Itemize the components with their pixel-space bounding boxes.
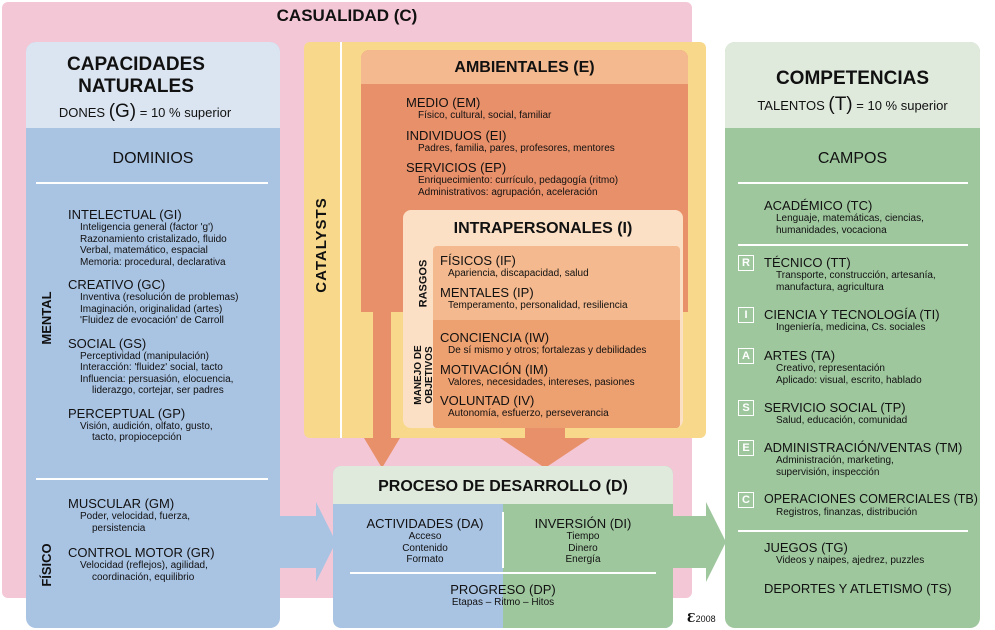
- field-detail: Salud, educación, comunidad: [776, 415, 908, 426]
- development-divider: [502, 512, 504, 568]
- field-detail: Creativo, representación: [776, 363, 885, 374]
- progress-block: [333, 582, 673, 609]
- goal-awareness: [440, 330, 680, 357]
- physical-divider: [36, 478, 268, 480]
- env-detail: Padres, familia, pares, profesores, mentores: [418, 142, 615, 154]
- environmental-list: [406, 95, 686, 198]
- progress-detail: Etapas – Ritmo – Hitos: [451, 597, 555, 608]
- riasec-letter-a: A: [738, 348, 754, 364]
- goals-label-line2: OBJETIVOS: [424, 346, 435, 404]
- goals-label-line1: MANEJO DE: [413, 345, 424, 405]
- riasec-letter-r: R: [738, 255, 754, 271]
- domain-muscular: [68, 496, 280, 534]
- domain-perceptual: [68, 406, 280, 444]
- domain-detail: coordinación, equilibrio: [92, 571, 195, 583]
- domain-detail: Inventiva (resolución de problemas): [80, 292, 239, 303]
- field-games: [764, 540, 976, 567]
- field-business-ops: [764, 492, 978, 519]
- goal-detail: Valores, necesidades, intereses, pasiones: [448, 376, 635, 388]
- env-services: [406, 160, 686, 198]
- domain-detail: liderazgo, cortejar, ser padres: [92, 385, 224, 396]
- field-administration: [764, 440, 976, 478]
- field-title: TÉCNICO (TT): [764, 255, 851, 270]
- goal-detail: Autonomía, esfuerzo, perseverancia: [448, 408, 609, 419]
- competencies-title: COMPETENCIAS: [775, 68, 930, 89]
- gifts-suffix: = 10 % superior: [139, 105, 232, 120]
- activities-detail: Contenido: [402, 542, 448, 554]
- field-social-service: [764, 400, 976, 427]
- domain-detail: Memoria: procedural, declarativa: [80, 256, 226, 268]
- development-to-talents-arrow: [670, 502, 726, 582]
- natural-title-line1: CAPACIDADES: [67, 54, 205, 75]
- goal-title: MOTIVACIÓN (IM): [440, 361, 549, 377]
- domains-title: DOMINIOS: [112, 150, 194, 167]
- goal-detail: De sí mismo y otros; fortalezas y debilidades: [448, 345, 647, 356]
- field-detail: Aplicado: visual, escrito, hablado: [776, 374, 922, 386]
- goal-motivation: [440, 362, 680, 389]
- field-technical: [764, 255, 976, 293]
- intrapersonal-down-arrow: [500, 428, 590, 468]
- env-title: MEDIO (EM): [406, 95, 481, 110]
- investment-title: INVERSIÓN (DI): [534, 516, 632, 531]
- domain-detail: Interacción: 'fluidez' social, tacto: [80, 362, 223, 373]
- natural-title-line2: NATURALES: [78, 76, 194, 97]
- env-title: INDIVIDUOS (EI): [406, 127, 507, 143]
- trait-mental: [440, 285, 680, 312]
- riasec-letter-c: C: [738, 492, 754, 508]
- catalysts-label: CATALYSTS: [313, 197, 330, 293]
- trait-physical: [440, 253, 680, 280]
- gifts-prefix: DONES: [58, 105, 106, 120]
- field-detail: Videos y naipes, ajedrez, puzzles: [776, 555, 925, 566]
- physical-label: FÍSICO: [39, 543, 54, 587]
- env-detail: Administrativos: agrupación, aceleración: [418, 186, 598, 198]
- games-divider: [738, 530, 968, 532]
- domain-detail: Razonamiento cristalizado, fluido: [80, 233, 227, 245]
- talents-letter: (T): [828, 94, 853, 115]
- investment-block: [508, 516, 658, 566]
- field-detail: Ingeniería, medicina, Cs. sociales: [776, 322, 926, 333]
- talents-line: [725, 94, 980, 117]
- activities-detail: Acceso: [408, 531, 442, 542]
- field-detail: supervisión, inspección: [776, 466, 880, 478]
- field-detail: Administración, marketing,: [776, 455, 894, 466]
- environmental-down-arrow: [364, 312, 400, 468]
- domain-detail: Perceptividad (manipulación): [80, 350, 209, 362]
- activities-block: [350, 516, 500, 566]
- domain-detail: Verbal, matemático, espacial: [80, 245, 208, 256]
- domain-title: CREATIVO (GC): [68, 277, 166, 292]
- field-title: SERVICIO SOCIAL (TP): [764, 400, 906, 415]
- catalysts-divider: [340, 42, 342, 438]
- domain-intellectual: [68, 207, 280, 268]
- riasec-letter-e: E: [738, 440, 754, 456]
- intrapersonal-title: INTRAPERSONALES (I): [453, 220, 633, 237]
- field-title: ADMINISTRACIÓN/VENTAS (TM): [764, 440, 963, 455]
- field-title: CIENCIA Y TECNOLOGÍA (TI): [764, 307, 940, 322]
- domain-detail: Velocidad (reflejos), agilidad,: [80, 560, 208, 571]
- field-detail: Transporte, construcción, artesanía,: [776, 270, 936, 281]
- domain-detail: Influencia: persuasión, elocuencia,: [80, 373, 234, 385]
- talents-prefix: TALENTOS: [757, 98, 825, 113]
- investment-detail: Tiempo: [566, 531, 600, 542]
- investment-detail: Dinero: [568, 542, 598, 554]
- goals-list: [440, 330, 680, 420]
- signature-year: 2008: [695, 614, 716, 624]
- env-detail: Físico, cultural, social, familiar: [418, 110, 552, 121]
- env-detail: Enriquecimiento: currículo, pedagogía (ritmo): [418, 175, 619, 186]
- domain-title: PERCEPTUAL (GP): [68, 405, 186, 421]
- domain-motor-control: [68, 545, 280, 583]
- domain-detail: Poder, velocidad, fuerza,: [80, 511, 191, 522]
- traits-list: [440, 253, 680, 311]
- field-arts: [764, 348, 976, 386]
- gifts-line: [30, 101, 260, 124]
- talents-suffix: = 10 % superior: [856, 98, 948, 113]
- riasec-letter-s: S: [738, 400, 754, 416]
- domains-divider: [36, 182, 268, 184]
- domain-social: [68, 336, 280, 397]
- activities-title: ACTIVIDADES (DA): [366, 516, 484, 531]
- signature-glyph-icon: Ɛ: [687, 611, 696, 625]
- field-title: ACADÉMICO (TC): [764, 198, 873, 213]
- trait-detail: Apariencia, discapacidad, salud: [448, 268, 589, 279]
- investment-detail: Energía: [565, 554, 601, 565]
- field-academic: [764, 198, 976, 236]
- progress-title: PROGRESO (DP): [450, 582, 556, 597]
- development-bottom-divider: [350, 572, 656, 574]
- field-detail: Lenguaje, matemáticas, ciencias,: [776, 213, 924, 224]
- domain-creative: [68, 277, 280, 327]
- env-individuals: [406, 128, 686, 155]
- trait-detail: Temperamento, personalidad, resiliencia: [448, 299, 628, 311]
- riasec-letter-i: I: [738, 307, 754, 323]
- domain-title: SOCIAL (GS): [68, 335, 147, 351]
- field-title: JUEGOS (TG): [764, 540, 848, 555]
- goal-will: [440, 393, 680, 420]
- field-detail: humanidades, vocaciona: [776, 224, 887, 236]
- env-title: SERVICIOS (EP): [406, 160, 507, 175]
- domain-detail: 'Fluidez de evocación' de Carroll: [80, 315, 224, 326]
- trait-title: MENTALES (IP): [440, 284, 534, 300]
- env-medium: [406, 95, 686, 122]
- traits-label: RASGOS: [417, 259, 430, 308]
- trait-title: FÍSICOS (IF): [440, 253, 516, 268]
- domain-detail: Inteligencia general (factor 'g'): [80, 222, 214, 233]
- goal-title: CONCIENCIA (IW): [440, 330, 550, 345]
- mental-domain-list: [68, 207, 280, 444]
- domain-title: INTELECTUAL (GI): [68, 207, 182, 222]
- goal-title: VOLUNTAD (IV): [440, 393, 535, 408]
- domain-detail: tacto, propiocepción: [92, 432, 182, 443]
- domain-detail: persistencia: [92, 522, 146, 534]
- field-detail: Registros, finanzas, distribución: [776, 507, 918, 518]
- field-sports: DEPORTES Y ATLETISMO (TS): [764, 581, 952, 596]
- domain-detail: Visión, audición, olfato, gusto,: [80, 420, 213, 432]
- goals-label: [413, 330, 435, 420]
- signature-mark: [687, 612, 716, 625]
- development-title: PROCESO DE DESARROLLO (D): [378, 478, 628, 495]
- domain-title: MUSCULAR (GM): [68, 496, 175, 511]
- physical-domain-list: [68, 496, 280, 583]
- causality-title: CASUALIDAD (C): [276, 6, 418, 25]
- domain-title: CONTROL MOTOR (GR): [68, 545, 215, 560]
- field-detail: manufactura, agricultura: [776, 281, 884, 293]
- gifts-letter: (G): [108, 101, 137, 122]
- fields-title: CAMPOS: [817, 150, 888, 167]
- field-science-tech: [764, 307, 976, 334]
- field-title: ARTES (TA): [764, 348, 836, 363]
- domain-detail: Imaginación, originalidad (artes): [80, 303, 223, 315]
- environmental-title: AMBIENTALES (E): [454, 59, 595, 76]
- academic-divider: [738, 244, 968, 246]
- gifts-to-development-arrow: [276, 502, 336, 582]
- field-title: OPERACIONES COMERCIALES (TB): [764, 492, 978, 506]
- fields-divider: [738, 182, 968, 184]
- mental-label: MENTAL: [39, 291, 54, 345]
- activities-detail: Formato: [406, 554, 444, 565]
